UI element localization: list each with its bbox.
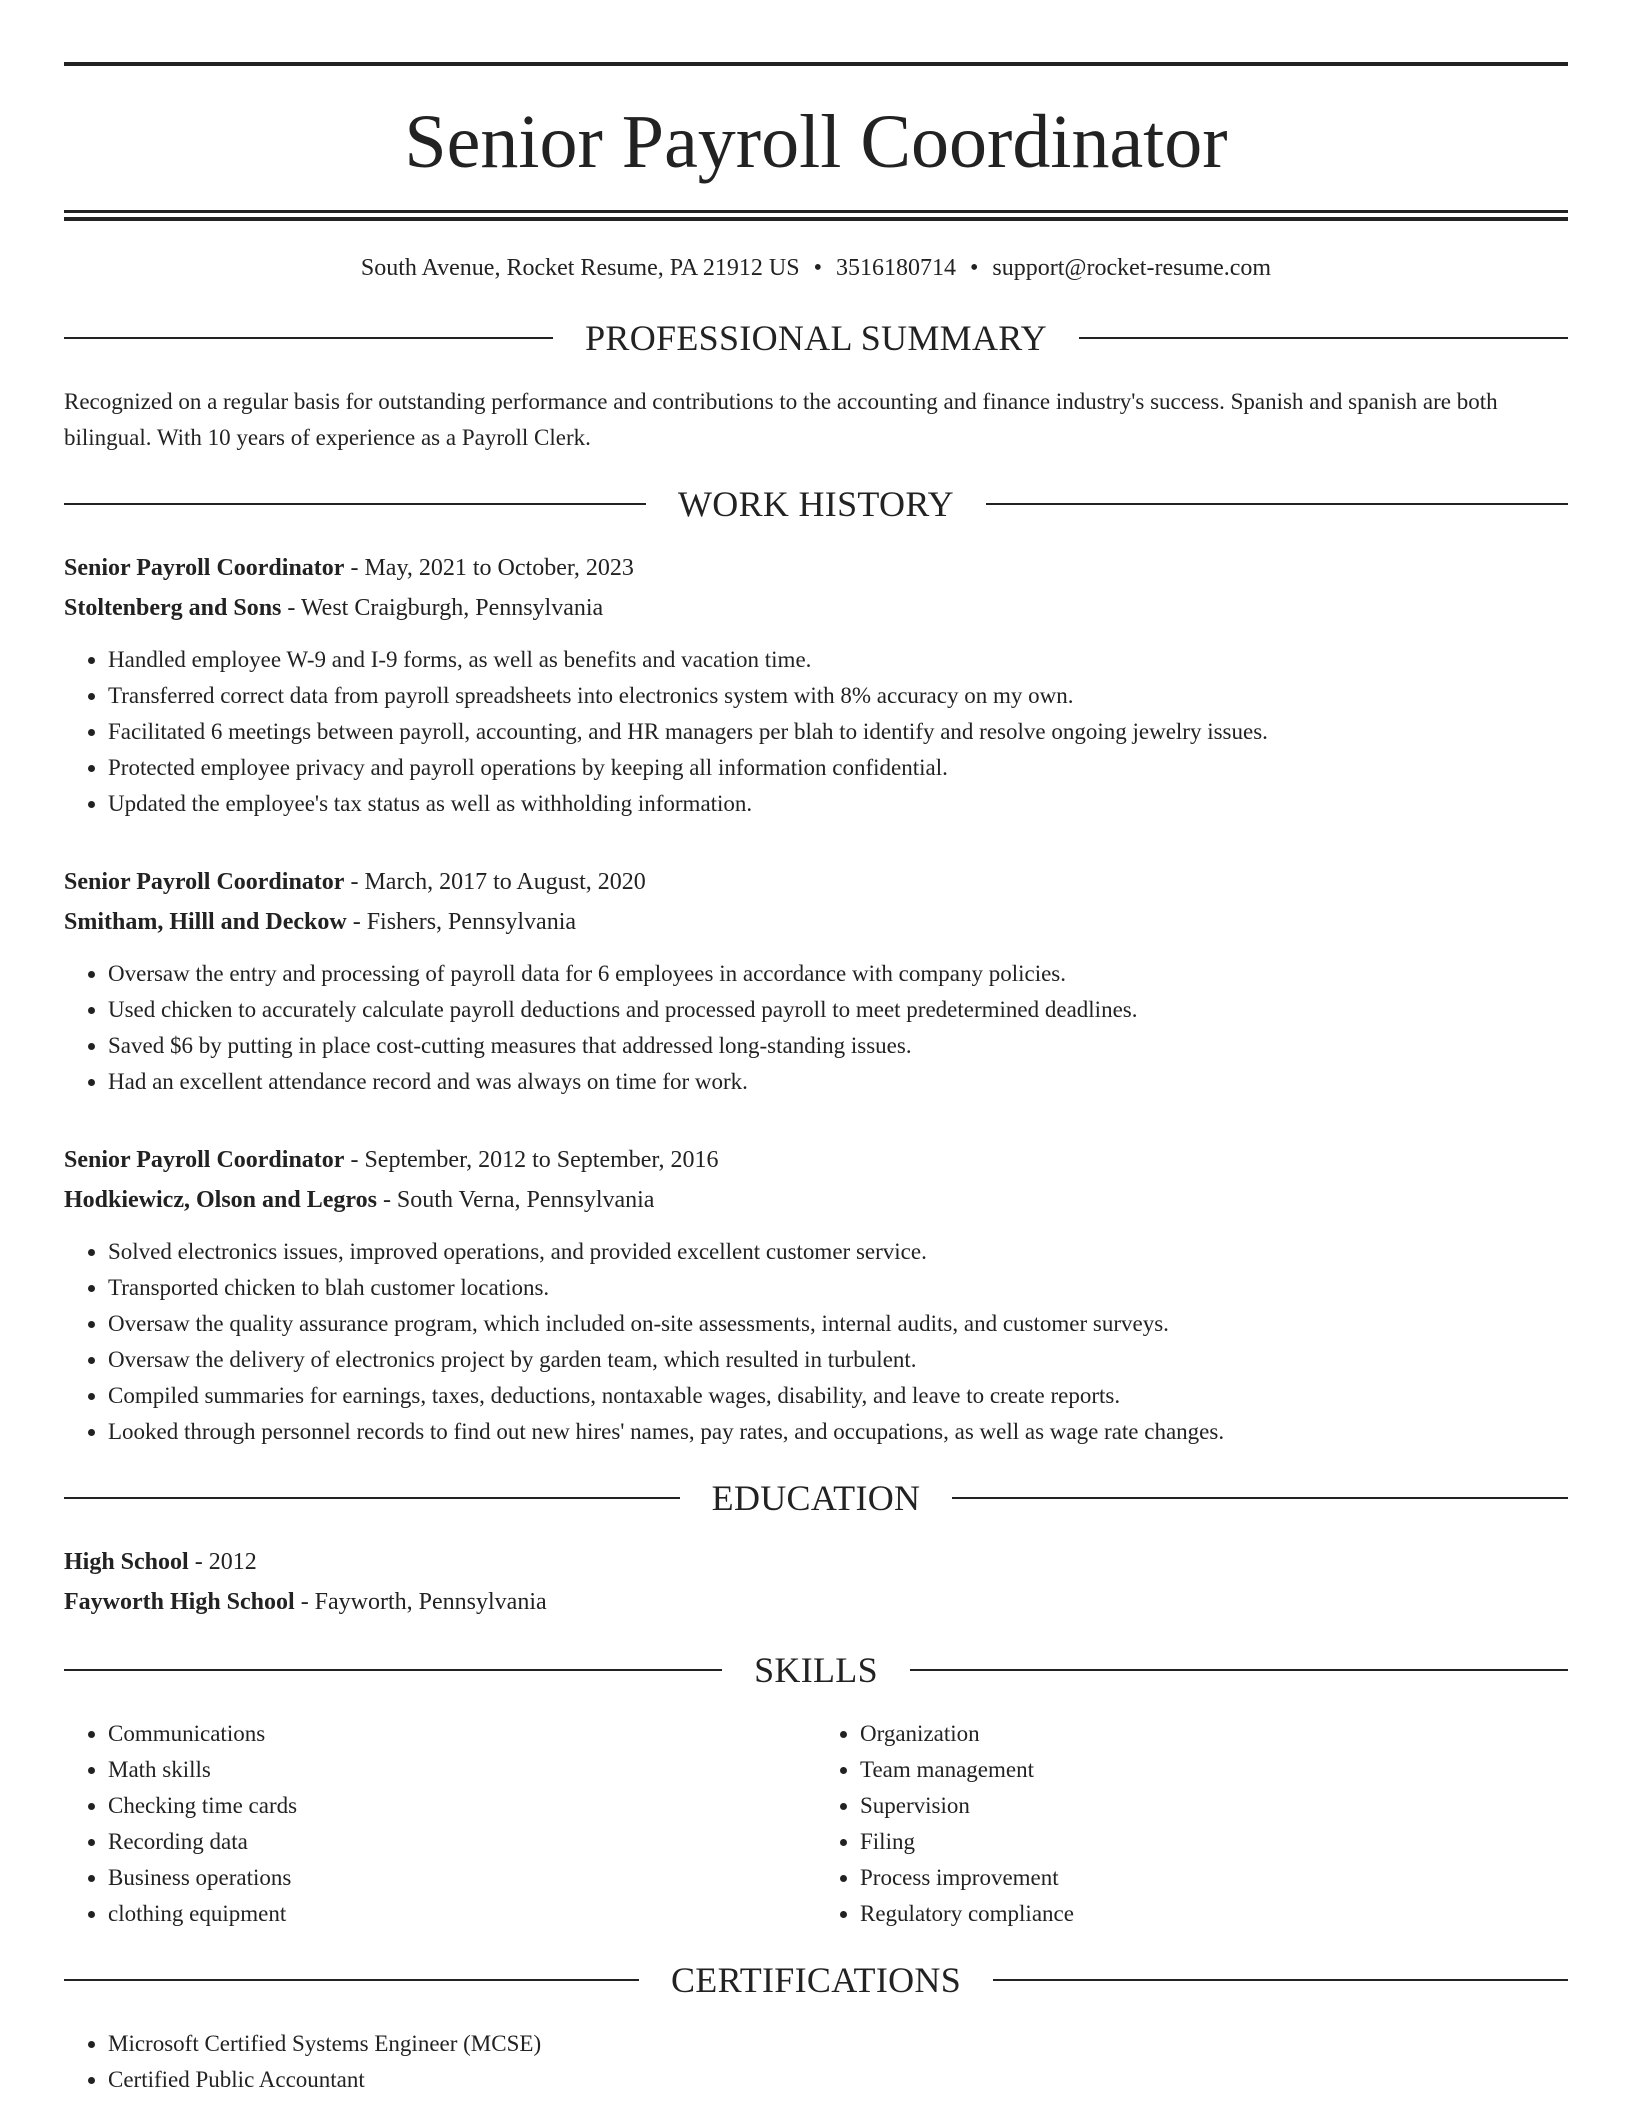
list-item: • Handled employee W-9 and I-9 forms, as well as benefits and vacation time. [108,642,1568,678]
section-title: PROFESSIONAL SUMMARY [585,318,1047,358]
contact-separator: • [813,255,822,281]
job-title: Senior Payroll Coordinator [64,1147,345,1173]
section-header-summary [64,320,1568,356]
education-year: - 2012 [188,1549,257,1575]
section-title: SKILLS [754,1650,878,1690]
skill-item: • Team management [860,1752,1568,1788]
section-header-work-history [64,486,1568,522]
skills-column-right [816,1716,1568,1932]
list-item: • Protected employee privacy and payroll operations by keeping all information confidential. [108,750,1568,786]
job-title: Senior Payroll Coordinator [64,869,345,895]
list-item: • Updated the employee's tax status as well as withholding information. [108,786,1568,822]
job-location: - South Verna, Pennsylvania [376,1187,655,1213]
job-bullets [64,1234,1568,1450]
job-company: Hodkiewicz, Olson and Legros [64,1187,377,1213]
education-school: Fayworth High School [64,1589,295,1615]
section-header-skills [64,1652,1568,1688]
list-item: • Compiled summaries for earnings, taxes, deductions, nontaxable wages, disability, and leave to create reports. [108,1378,1568,1414]
job-entry [64,1140,1568,1450]
contact-separator: • [970,255,979,281]
list-item: • Solved electronics issues, improved operations, and provided excellent customer service. [108,1234,1568,1270]
list-item: • Had an excellent attendance record and was always on time for work. [108,1064,1568,1100]
skill-item: • Communications [108,1716,816,1752]
job-company: Stoltenberg and Sons [64,595,282,621]
list-item: • Looked through personnel records to find out new hires' names, pay rates, and occupations, as well as wage rate changes. [108,1414,1568,1450]
skills-list [64,1716,1568,1932]
skill-item: • Math skills [108,1752,816,1788]
skill-item: • Recording data [108,1824,816,1860]
list-item: • Transferred correct data from payroll spreadsheets into electronics system with 8% accuracy on my own. [108,678,1568,714]
job-dates: - May, 2021 to October, 2023 [344,555,634,581]
skills-column-left [64,1716,816,1932]
skill-item: • Organization [860,1716,1568,1752]
job-bullets [64,956,1568,1100]
certification-item: • Microsoft Certified Systems Engineer (MCSE) [108,2026,1568,2062]
skill-item: • clothing equipment [108,1896,816,1932]
resume-page [64,0,1568,2098]
contact-line [64,255,1568,282]
skill-item: • Supervision [860,1788,1568,1824]
list-item: • Transported chicken to blah customer locations. [108,1270,1568,1306]
list-item: • Saved $6 by putting in place cost-cutting measures that addressed long-standing issues. [108,1028,1568,1064]
contact-phone: 3516180714 [836,255,956,281]
list-item: • Used chicken to accurately calculate payroll deductions and processed payroll to meet predetermined deadlines. [108,992,1568,1028]
education-degree: High School [64,1549,189,1575]
skill-item: • Filing [860,1824,1568,1860]
job-entry [64,548,1568,822]
resume-name: Senior Payroll Coordinator [404,100,1228,184]
certification-item: • Certified Public Accountant [108,2062,1568,2098]
summary-text: Recognized on a regular basis for outstanding performance and contributions to the accounting and finance industry's success. Spanish and spanish are both bilingual. With 10 years of experience as a Payroll Clerk. [64,389,1498,450]
education-location: - Fayworth, Pennsylvania [294,1589,547,1615]
certifications-list [64,2026,1568,2098]
job-location: - West Craigburgh, Pennsylvania [281,595,604,621]
section-title: EDUCATION [711,1478,921,1518]
top-rule [64,62,1568,66]
job-title: Senior Payroll Coordinator [64,555,345,581]
contact-address: South Avenue, Rocket Resume, PA 21912 US [360,255,800,281]
section-header-education [64,1480,1568,1516]
education-entry [64,1542,1568,1622]
job-bullets [64,642,1568,822]
section-title: WORK HISTORY [678,484,954,524]
list-item: • Oversaw the delivery of electronics project by garden team, which resulted in turbulent. [108,1342,1568,1378]
job-entry [64,862,1568,1100]
job-location: - Fishers, Pennsylvania [346,909,577,935]
skill-item: • Checking time cards [108,1788,816,1824]
name-double-rule [64,210,1568,221]
skill-item: • Process improvement [860,1860,1568,1896]
job-company: Smitham, Hilll and Deckow [64,909,347,935]
skill-item: • Business operations [108,1860,816,1896]
list-item: • Oversaw the quality assurance program, which included on-site assessments, internal audits, and customer surveys. [108,1306,1568,1342]
work-history-list [64,548,1568,1450]
list-item: • Oversaw the entry and processing of payroll data for 6 employees in accordance with company policies. [108,956,1568,992]
skill-item: • Regulatory compliance [860,1896,1568,1932]
section-header-certifications [64,1962,1568,1998]
job-dates: - March, 2017 to August, 2020 [344,869,646,895]
list-item: • Facilitated 6 meetings between payroll, accounting, and HR managers per blah to identify and resolve ongoing jewelry issues. [108,714,1568,750]
section-title: CERTIFICATIONS [670,1960,962,2000]
contact-email: support@rocket-resume.com [992,255,1272,281]
job-dates: - September, 2012 to September, 2016 [344,1147,719,1173]
